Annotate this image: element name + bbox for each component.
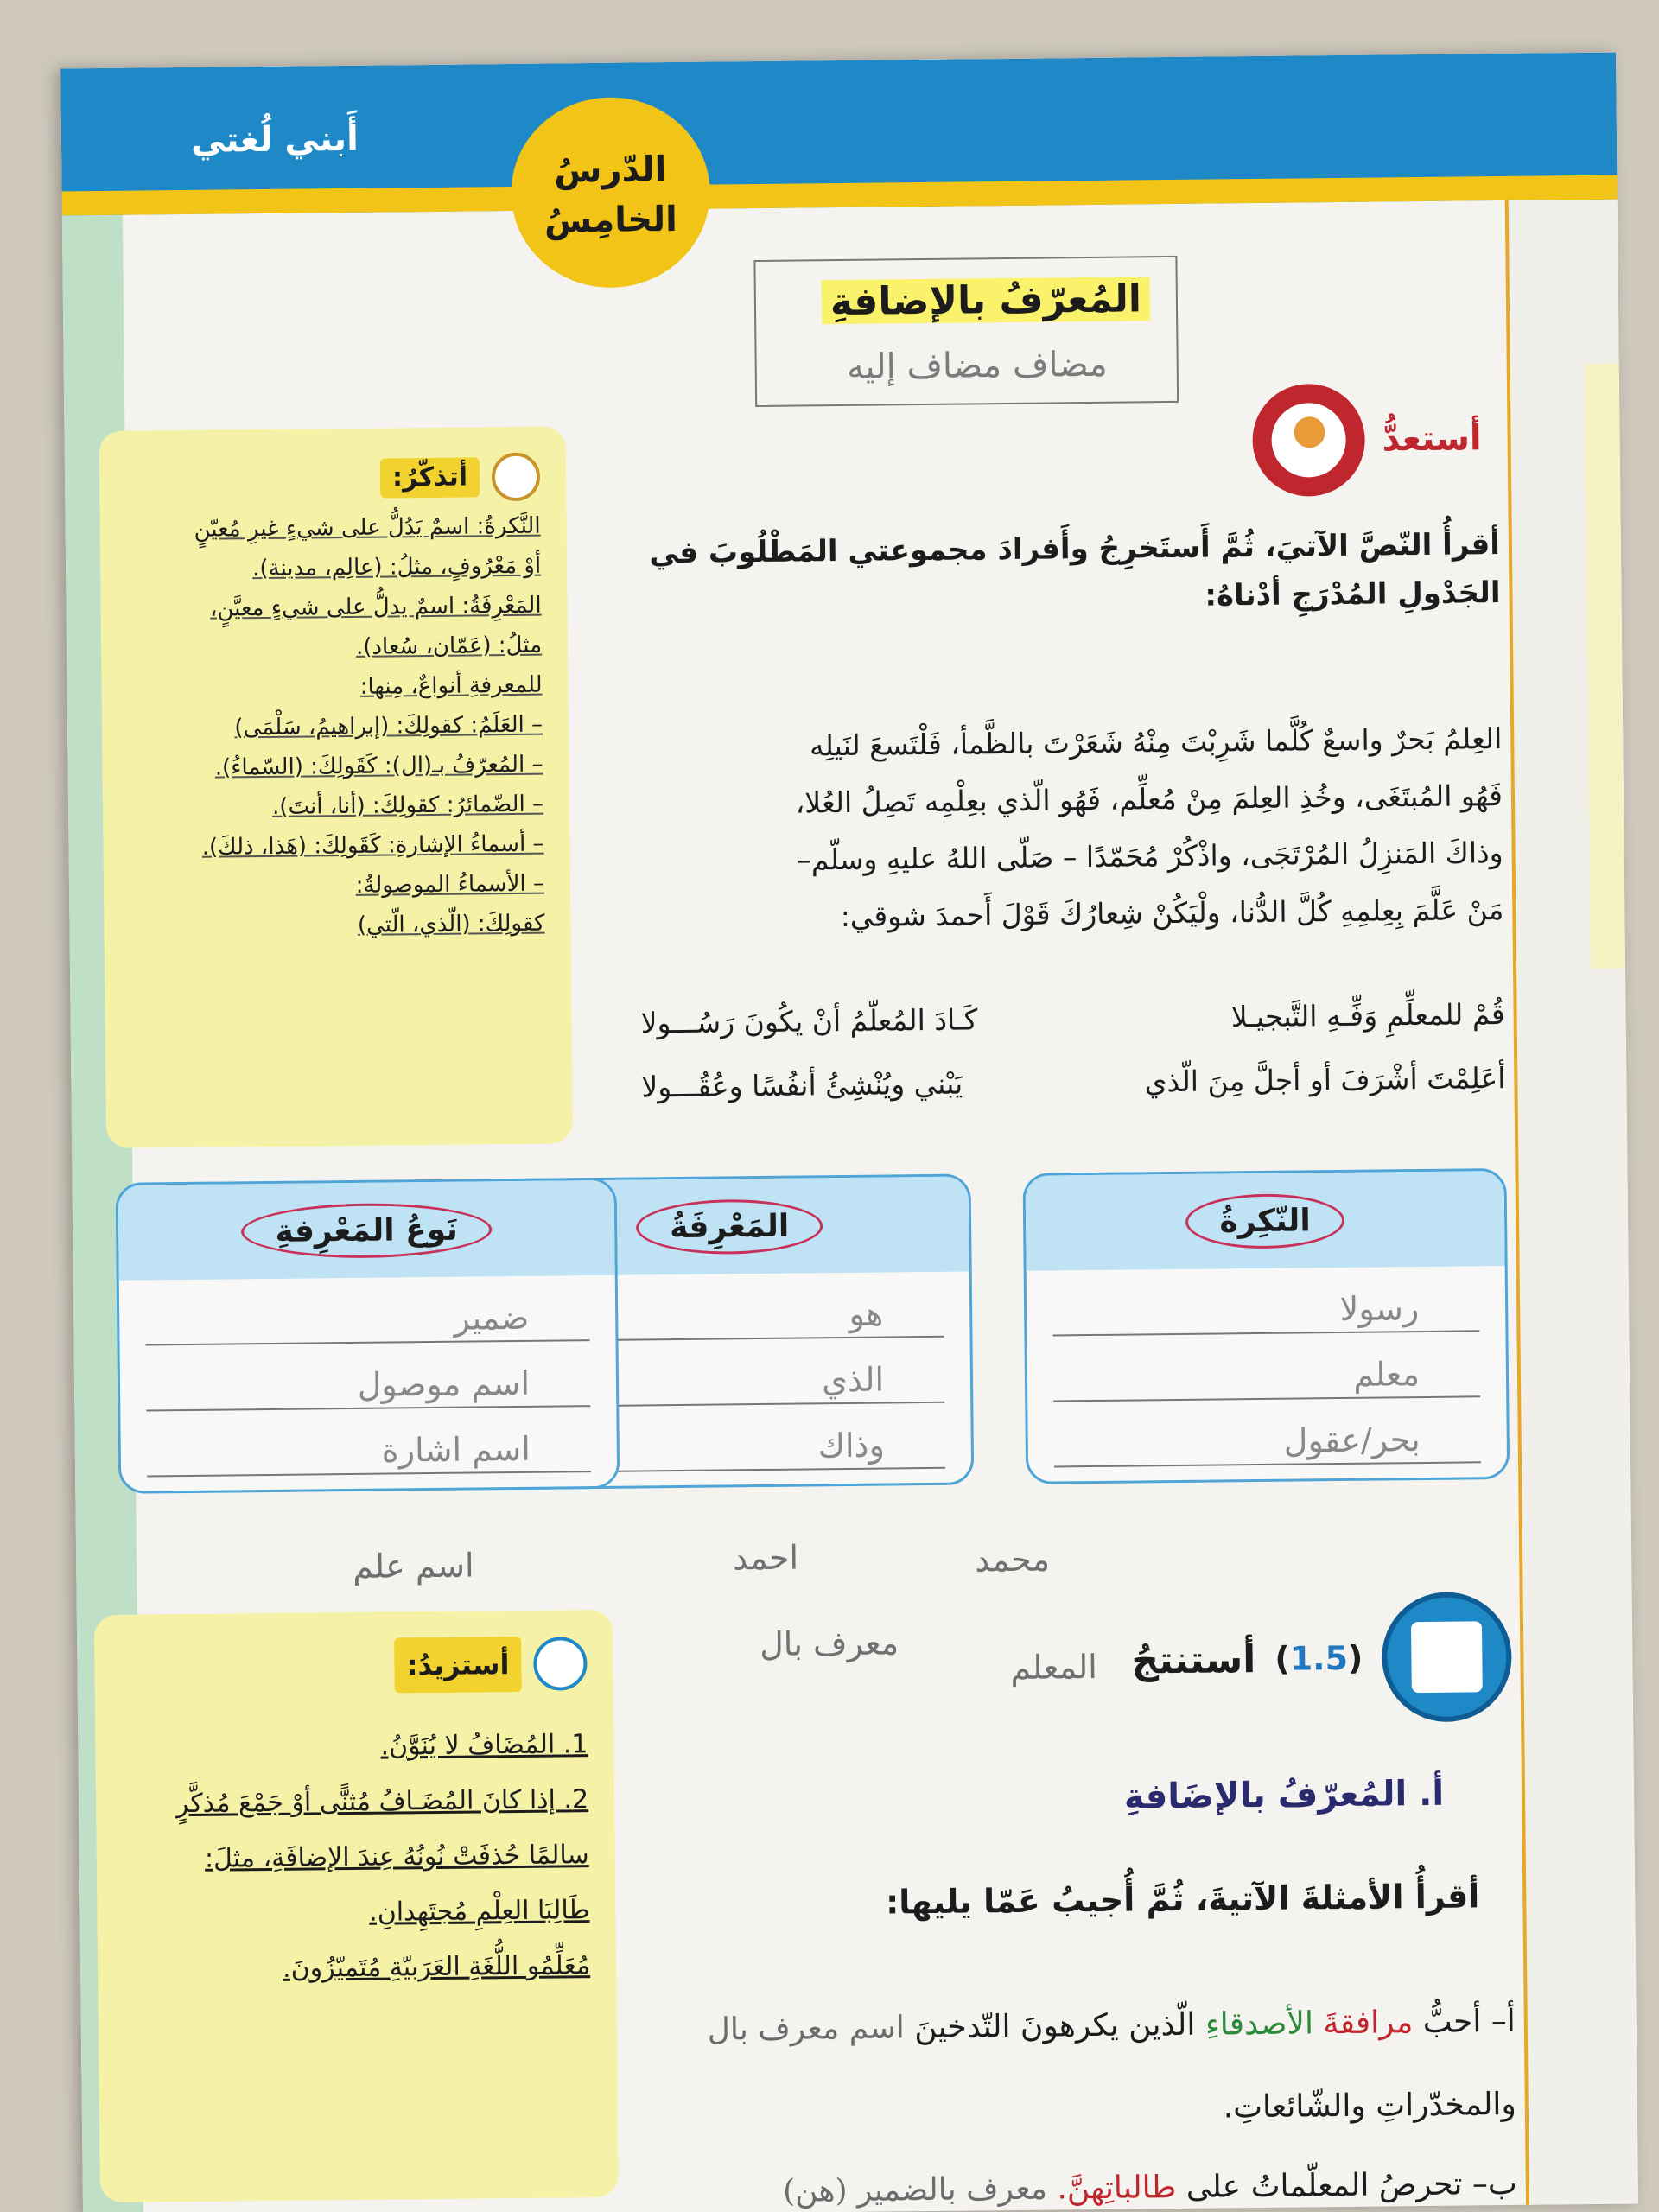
recall-box bbox=[99, 426, 573, 1148]
handwritten-entry: معلم bbox=[1353, 1355, 1421, 1394]
more-line: مُعَلِّمُو اللُّغَةِ العَرَبيّةِ مُتَميّزُونَ. bbox=[282, 1950, 591, 1984]
marifa-type-column bbox=[116, 1178, 620, 1494]
handwritten-note: محمد bbox=[974, 1540, 1051, 1580]
section-a-heading: أ. المُعرّفُ بالإضَافةِ bbox=[1123, 1773, 1445, 1817]
textbook-page bbox=[60, 53, 1638, 2212]
verse-hemistich: قُمْ للمعلِّمِ وَفِّـهِ التَّبجيـلا bbox=[1230, 996, 1505, 1034]
recall-line: النَّكرةُ: اسمٌ يَدُلُّ على شيءٍ غيرِ مُعيّنٍ bbox=[194, 512, 541, 543]
more-info-box bbox=[94, 1610, 619, 2202]
book-icon bbox=[533, 1637, 588, 1691]
lesson-title: المُعرّفُ بالإضافةِ bbox=[822, 276, 1151, 324]
handwritten-note: المعلم bbox=[1010, 1647, 1098, 1688]
recall-line: – المُعرّفُ بـ(ال): كَقَولِكَ: (السّماءُ). bbox=[214, 751, 543, 781]
example-text: الّذين يكرهونَ التّدخينَ bbox=[913, 2006, 1196, 2046]
book-title: أَبني لُغتي bbox=[190, 118, 359, 161]
handwritten-note: معرف بالضمير (هن) bbox=[782, 2171, 1048, 2209]
lesson-number: الخامِسُ bbox=[543, 199, 678, 241]
highlight-mudaf: مرافقةَ bbox=[1323, 2005, 1414, 2042]
handwritten-entry: بحر/عقول bbox=[1283, 1421, 1421, 1460]
lesson-badge bbox=[510, 97, 710, 289]
example-text: تحرصُ المعلّماتُ على bbox=[1185, 2166, 1463, 2205]
highlight-word: طالباتِهنَّ. bbox=[1057, 2170, 1177, 2207]
passage-line: وذاكَ المَنزِلُ المُرْتَجَى، واذْكُرْ مُحَمّدًا – صَلّى اللهُ عليهِ وسلّم– bbox=[797, 835, 1503, 877]
handwritten-note: اسم معرف بال bbox=[707, 2010, 905, 2048]
example-marker: ب– bbox=[1471, 2165, 1517, 2202]
example-marker: أ– bbox=[1491, 2003, 1516, 2040]
recall-line: – أسماءُ الإشارةِ: كَقَولِكَ: (هَذا، ذلكَ). bbox=[201, 830, 544, 861]
notebook-icon bbox=[1382, 1592, 1513, 1723]
handwritten-entry: رسولا bbox=[1339, 1289, 1420, 1328]
example-text: والمخدّراتِ والشّائعاتِ. bbox=[1223, 2086, 1517, 2126]
example-a bbox=[607, 1980, 1516, 2156]
prepare-label: أستعدُّ bbox=[1382, 418, 1482, 460]
example-b bbox=[610, 2166, 1517, 2211]
bell-icon bbox=[492, 453, 541, 502]
recall-line: أوْ مَعْرُوفٍ، مثلُ: (عالِم، مدينة). bbox=[251, 552, 542, 582]
student-icon bbox=[1252, 384, 1365, 497]
column-header: المَعْرِفَةُ bbox=[636, 1198, 823, 1255]
recall-line: – العَلَمُ: كقولِكَ: (إبراهيمُ، سَلْمَى) bbox=[234, 711, 543, 741]
recall-line: المَعْرِفَةُ: اسمٌ يدلُّ على شيءٍ معيَّنٍ، bbox=[209, 592, 542, 622]
recall-line: – الضّمائرُ: كقولِكَ: (أنا، أنتَ). bbox=[271, 791, 544, 820]
verse-hemistich: أعَلِمْتَ أشْرَفَ أو أجلَّ مِنَ الّذي bbox=[1144, 1060, 1506, 1099]
handwritten-entry: الذي bbox=[821, 1360, 885, 1400]
more-line: 1. المُضَافُ لا يُنَوَّنُ. bbox=[380, 1729, 588, 1762]
handwritten-note: اسم علم bbox=[352, 1546, 474, 1586]
handwritten-entry: ضمير bbox=[454, 1298, 530, 1338]
handwritten-entry: هو bbox=[849, 1294, 884, 1333]
highlight-mudaf-ilayh: الأصدقاءِ bbox=[1205, 2005, 1314, 2043]
recall-label: أتذكّرُ: bbox=[380, 457, 480, 498]
nakira-column bbox=[1022, 1168, 1510, 1484]
section-number: (1.5) bbox=[1274, 1638, 1363, 1678]
verse-hemistich: كَـادَ المُعلّمُ أنْ يكُونَ رَسُـــولا bbox=[640, 1002, 978, 1040]
passage-line: فَهُو المُبتَغَى، وخُذِ العِلمَ مِنْ مُعلِّم، فَهُو الّذي بعِلْمِه تَصِلُ العُلا، bbox=[795, 778, 1503, 820]
next-page-edge bbox=[1503, 53, 1638, 2212]
passage-line: العِلمُ بَحرٌ واسعٌ كُلَّما شَرِبْتَ مِنْهُ شَعَرْتَ بالظَّمأ، فَلْتَسعَ لنَيلِه bbox=[809, 721, 1503, 763]
passage-line: مَنْ عَلَّمَ بِعِلمِهِ كُلَّ الدُّنا، ولْيَكُنْ شِعارُكَ قَوْلَ أَحمدَ شوقي: bbox=[840, 892, 1504, 934]
handwritten-entry: اسم اشارة bbox=[381, 1429, 531, 1470]
recall-line: للمعرفةِ أنواعٌ، مِنها: bbox=[359, 671, 543, 700]
lesson-label: الدّرسُ bbox=[554, 149, 667, 191]
handwritten-entry: اسم موصول bbox=[357, 1363, 531, 1404]
passage bbox=[638, 710, 1504, 947]
more-line: سالمًا حُذفَتْ نُونُهُ عِندَ الإضافَةِ، مثلَ: bbox=[204, 1840, 589, 1874]
more-line: 2. إذا كانَ المُضَـافُ مُثنًّى أوْ جَمْعَ مُذكَّرٍ bbox=[175, 1784, 589, 1820]
handwritten-entry: وذاك bbox=[817, 1426, 886, 1465]
more-label: أستزيدُ: bbox=[394, 1637, 521, 1694]
prepare-heading bbox=[1252, 382, 1482, 497]
recall-line: – الأسماءُ الموصولةُ: bbox=[355, 870, 545, 899]
more-line: طَالِبَا العِلْمِ مُجتَهِدانِ. bbox=[368, 1895, 590, 1928]
verse-hemistich: يَبْني ويُنْشِئُ أنفُسًا وعُقُـــولا bbox=[641, 1066, 963, 1104]
instruction-text: أقرأُ النّصَّ الآتيَ، ثُمَّ أَستَخرِجُ وأَفرادَ مجموعتي المَطْلُوبَ في الجَدْولِ المُدْرَجِ أدْناهُ: bbox=[649, 527, 1501, 613]
recall-line: كقولِكَ: (الّذي، الّتي) bbox=[357, 910, 545, 938]
conclude-heading bbox=[1131, 1592, 1513, 1726]
handwritten-note: مضاف مضاف إليه bbox=[846, 344, 1108, 387]
lesson-title-box bbox=[753, 256, 1179, 407]
recall-line: مثلُ: (عَمّان، سُعاد). bbox=[355, 632, 543, 660]
handwritten-note: احمد bbox=[732, 1538, 799, 1578]
poem-verse bbox=[640, 982, 1505, 1119]
example-text: أحبُّ bbox=[1422, 2004, 1482, 2041]
section-instruction: أقرأُ الأمثلةَ الآتيةَ، ثُمَّ أُجيبُ عَمّا يليها: bbox=[885, 1877, 1480, 1922]
handwritten-note: معرف بال bbox=[759, 1624, 899, 1664]
column-header: نَوعُ المَعْرِفةِ bbox=[241, 1202, 492, 1259]
column-header: النّكِرةُ bbox=[1185, 1192, 1344, 1249]
conclude-label: أستنتجُ bbox=[1131, 1637, 1256, 1683]
header-banner bbox=[60, 53, 1618, 216]
